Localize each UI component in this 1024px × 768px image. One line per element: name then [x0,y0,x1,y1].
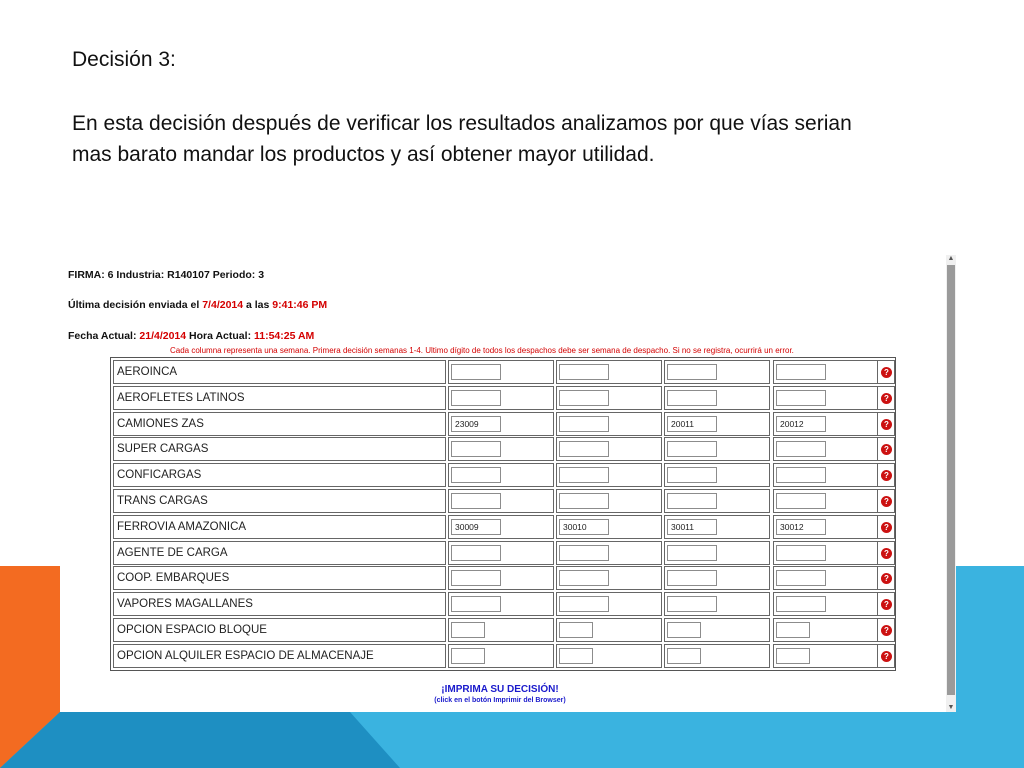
carrier-label: CAMIONES ZAS [113,412,446,436]
week-cell [448,360,554,384]
week-cell [773,360,879,384]
week-cell [556,566,662,590]
table-row [113,515,895,539]
scroll-thumb[interactable] [947,265,955,695]
week-cell [664,515,770,539]
week-cell [556,489,662,513]
week-cell [664,566,770,590]
week-cell [664,386,770,410]
carrier-label: TRANS CARGAS [113,489,446,513]
week-cell [448,592,554,616]
help-icon[interactable]: ? [881,393,892,404]
week-4-input[interactable] [776,545,826,561]
carrier-label: CONFICARGAS [113,463,446,487]
help-icon[interactable]: ? [881,573,892,584]
week-3-input[interactable] [667,441,717,457]
week-2-input[interactable] [559,493,609,509]
week-cell [664,489,770,513]
help-icon[interactable]: ? [881,367,892,378]
help-icon[interactable]: ? [881,470,892,481]
help-icon[interactable]: ? [881,522,892,533]
week-4-input[interactable] [776,596,826,612]
vertical-scrollbar[interactable] [946,255,956,712]
week-cell [556,618,662,642]
week-cell [773,618,879,642]
bottom-decor-band [0,712,1024,768]
help-cell [877,386,895,410]
scroll-up-arrow-icon[interactable]: ▲ [947,255,955,262]
week-cell [773,437,879,461]
week-1-input[interactable] [451,570,501,586]
week-3-input[interactable] [667,596,717,612]
week-cell [448,437,554,461]
week-cell [556,515,662,539]
week-3-input[interactable] [667,648,701,664]
help-icon[interactable]: ? [881,651,892,662]
help-cell [877,360,895,384]
week-1-input[interactable] [451,364,501,380]
week-2-input[interactable] [559,545,609,561]
help-icon[interactable]: ? [881,496,892,507]
week-4-input[interactable]: 20012 [776,416,826,432]
week-2-input[interactable] [559,570,609,586]
slide-body-text: En esta decisión después de verificar los resultados analizamos por que vías serian mas barato mandar los productos y así obtener mayor utilidad. [72,112,852,166]
week-1-input[interactable]: 23009 [451,416,501,432]
week-cell [664,463,770,487]
week-3-input[interactable] [667,364,717,380]
week-cell [448,541,554,565]
week-cell [448,386,554,410]
week-cell [773,386,879,410]
week-1-input[interactable] [451,493,501,509]
last-decision-label: Última decisión enviada el [68,299,203,311]
week-cell [664,644,770,668]
week-cell [448,412,554,436]
week-cell [556,360,662,384]
week-cell [556,386,662,410]
carrier-label: FERROVIA AMAZONICA [113,515,446,539]
week-3-input[interactable] [667,390,717,406]
week-cell [556,463,662,487]
help-cell [877,644,895,668]
week-4-input[interactable] [776,648,810,664]
week-cell [556,592,662,616]
table-row [113,541,895,565]
table-row [113,644,895,668]
week-2-input[interactable] [559,467,609,483]
table-row [113,489,895,513]
week-cell [773,489,879,513]
help-cell [877,412,895,436]
week-cell [556,437,662,461]
week-4-input[interactable] [776,441,826,457]
current-date-line [68,330,314,342]
instructions-note: Cada columna representa una semana. Primera decisión semanas 1-4. Ultimo dígito de todos los despachos debe ser semana de despacho. Si no se registra, ocurrirá un error. [170,346,794,355]
carrier-label: AGENTE DE CARGA [113,541,446,565]
week-3-input[interactable] [667,493,717,509]
week-1-input[interactable] [451,467,501,483]
week-cell [664,360,770,384]
table-row [113,360,895,384]
week-1-input[interactable] [451,390,501,406]
firma-line: FIRMA: 6 Industria: R140107 Periodo: 3 [68,269,265,281]
carrier-label: AEROFLETES LATINOS [113,386,446,410]
carrier-label: COOP. EMBARQUES [113,566,446,590]
week-2-input[interactable] [559,364,609,380]
week-1-input[interactable] [451,648,485,664]
week-1-input[interactable]: 30009 [451,519,501,535]
table-row [113,386,895,410]
help-icon[interactable]: ? [881,548,892,559]
last-decision-time: 9:41:46 PM [272,299,328,311]
table-row [113,566,895,590]
week-4-input[interactable] [776,493,826,509]
week-cell [448,515,554,539]
last-decision-line [68,299,327,311]
table-row [113,412,895,436]
carrier-label: OPCION ESPACIO BLOQUE [113,618,446,642]
week-2-input[interactable] [559,622,593,638]
week-cell [773,515,879,539]
week-cell [448,618,554,642]
week-4-input[interactable] [776,364,826,380]
week-1-input[interactable] [451,596,501,612]
help-cell [877,489,895,513]
week-2-input[interactable] [559,441,609,457]
carrier-label: OPCION ALQUILER ESPACIO DE ALMACENAJE [113,644,446,668]
print-decision-hint: (click en el botón Imprimir del Browser) [434,697,566,704]
week-4-input[interactable]: 30012 [776,519,826,535]
help-cell [877,592,895,616]
week-3-input[interactable] [667,570,717,586]
week-cell [664,412,770,436]
last-decision-date: 7/4/2014 [202,299,244,311]
dispatch-table [110,357,896,671]
week-4-input[interactable] [776,390,826,406]
week-cell [773,412,879,436]
table-row [113,437,895,461]
week-cell [773,541,879,565]
week-1-input[interactable] [451,622,485,638]
week-cell [664,592,770,616]
help-icon[interactable]: ? [881,419,892,430]
week-1-input[interactable] [451,545,501,561]
current-date-label: Fecha Actual: [68,330,140,342]
week-3-input[interactable] [667,467,717,483]
week-cell [664,541,770,565]
help-cell [877,515,895,539]
week-cell [664,437,770,461]
slide-title: Decisión 3: [72,48,176,71]
carrier-label: VAPORES MAGALLANES [113,592,446,616]
week-2-input[interactable] [559,648,593,664]
help-cell [877,463,895,487]
week-3-input[interactable] [667,545,717,561]
week-cell [556,541,662,565]
print-decision-title: ¡IMPRIMA SU DECISIÓN! [441,684,559,695]
week-4-input[interactable] [776,622,810,638]
week-2-input[interactable] [559,596,609,612]
week-cell [448,489,554,513]
week-4-input[interactable] [776,467,826,483]
help-cell [877,566,895,590]
week-4-input[interactable] [776,570,826,586]
scroll-down-arrow-icon[interactable]: ▼ [947,704,955,711]
week-2-input[interactable] [559,416,609,432]
help-icon[interactable]: ? [881,599,892,610]
table-row [113,592,895,616]
help-cell [877,618,895,642]
week-cell [556,644,662,668]
week-cell [556,412,662,436]
carrier-label: AEROINCA [113,360,446,384]
week-cell [773,566,879,590]
week-cell [773,592,879,616]
last-decision-mid: a las [243,299,273,311]
week-2-input[interactable]: 30010 [559,519,609,535]
table-row [113,463,895,487]
current-time-label: Hora Actual: [186,330,254,342]
week-cell [773,463,879,487]
decision-form-screenshot [60,255,956,712]
week-3-input[interactable] [667,622,701,638]
current-date: 21/4/2014 [139,330,187,342]
week-cell [448,566,554,590]
help-icon[interactable]: ? [881,444,892,455]
week-3-input[interactable]: 20011 [667,416,717,432]
help-icon[interactable]: ? [881,625,892,636]
week-2-input[interactable] [559,390,609,406]
week-cell [773,644,879,668]
table-row [113,618,895,642]
week-cell [448,463,554,487]
week-3-input[interactable]: 30011 [667,519,717,535]
week-cell [664,618,770,642]
help-cell [877,541,895,565]
current-time: 11:54:25 AM [253,330,315,342]
week-cell [448,644,554,668]
help-cell [877,437,895,461]
carrier-label: SUPER CARGAS [113,437,446,461]
week-1-input[interactable] [451,441,501,457]
